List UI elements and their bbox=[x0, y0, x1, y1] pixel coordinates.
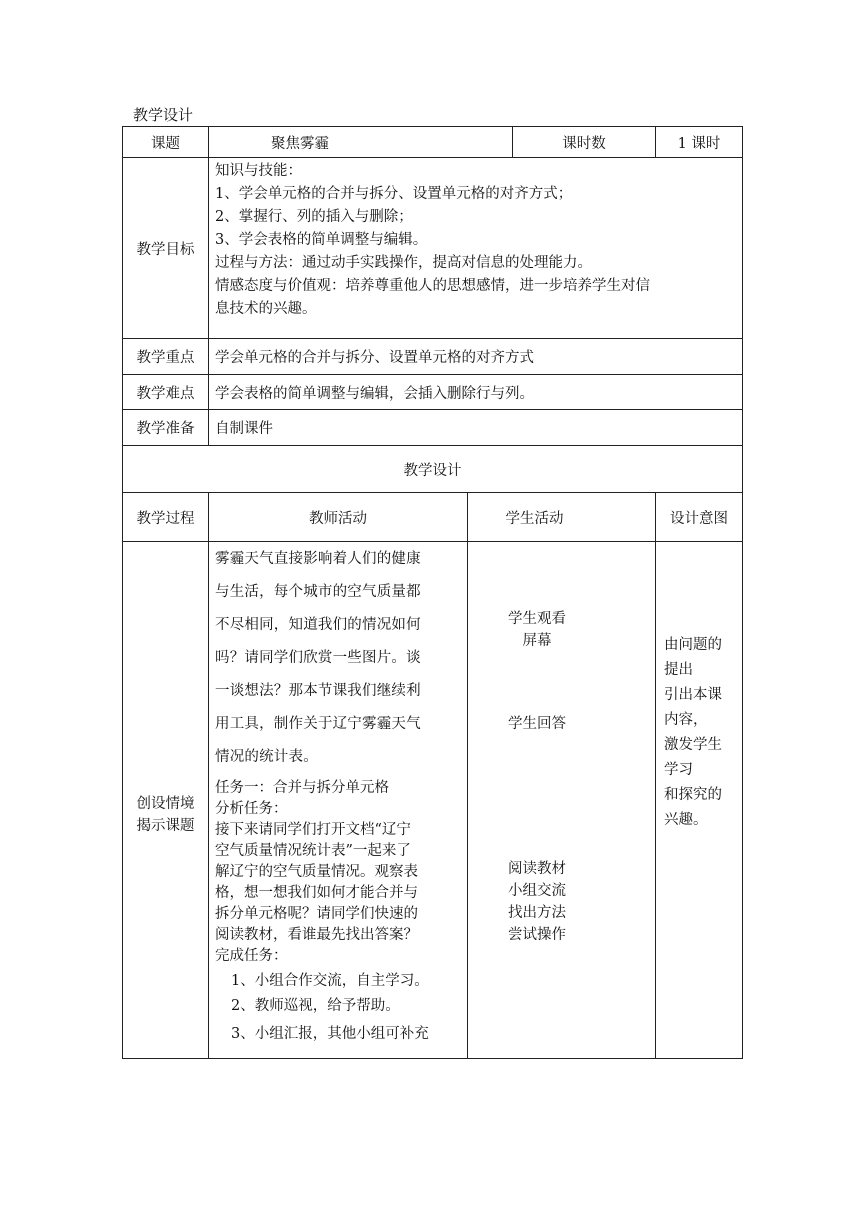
objective-line: 情感态度与价值观：培养尊重他人的思想感情，进一步培养学生对信 bbox=[215, 278, 650, 294]
teacher-line: 情况的统计表。 bbox=[215, 749, 318, 765]
teacher-line: 用工具，制作关于辽宁雾霾天气 bbox=[215, 716, 421, 732]
key-points-label: 教学重点 bbox=[123, 339, 209, 375]
preparation-text: 自制课件 bbox=[209, 410, 743, 446]
hours-value: 1 课时 bbox=[656, 127, 743, 158]
teacher-line: 解辽宁的空气质量情况。观察表 bbox=[215, 864, 418, 880]
teacher-line: 拆分单元格呢？请同学们快速的 bbox=[215, 906, 418, 922]
teacher-line: 完成任务： bbox=[215, 948, 288, 964]
student-line: 屏幕 bbox=[522, 633, 552, 649]
objectives-content bbox=[209, 158, 743, 339]
student-line: 学生回答 bbox=[508, 716, 566, 732]
teacher-step: 1、小组合作交流，自主学习。 bbox=[231, 973, 429, 989]
student-line: 小组交流 bbox=[508, 883, 566, 899]
key-points-text: 学会单元格的合并与拆分、设置单元格的对齐方式 bbox=[209, 339, 743, 375]
difficulties-row bbox=[123, 375, 743, 410]
page-title: 教学设计 bbox=[133, 106, 194, 124]
student-line: 学生观看 bbox=[508, 611, 566, 627]
teacher-line: 雾霾天气直接影响着人们的健康 bbox=[215, 551, 421, 567]
difficulties-text: 学会表格的简单调整与编辑，会插入删除行与列。 bbox=[209, 375, 743, 410]
teacher-line: 不尽相同，知道我们的情况如何 bbox=[215, 617, 421, 633]
label-topic: 课题 bbox=[123, 127, 209, 158]
stage-name-line: 创设情境 bbox=[136, 796, 195, 812]
teacher-line: 接下来请同学们打开文档“辽宁 bbox=[215, 822, 411, 838]
teacher-line: 格，想一想我们如何才能合并与 bbox=[215, 885, 418, 901]
teacher-line: 吗？请同学们欣赏一些图片。谈 bbox=[215, 650, 421, 666]
teacher-line: 空气质量情况统计表”一起来了 bbox=[215, 843, 411, 859]
objective-line: 2、掌握行、列的插入与删除； bbox=[215, 209, 413, 225]
teacher-step: 2、教师巡视，给予帮助。 bbox=[231, 998, 400, 1014]
col-process: 教学过程 bbox=[123, 493, 209, 542]
design-intent bbox=[656, 542, 743, 1059]
preparation-row bbox=[123, 410, 743, 446]
intent-line: 引出本课内容， bbox=[664, 687, 722, 728]
design-heading-row bbox=[123, 446, 743, 493]
teacher-line: 一谈想法？那本节课我们继续利 bbox=[215, 683, 421, 699]
col-intent: 设计意图 bbox=[656, 493, 743, 542]
teacher-step: 3、小组汇报，其他小组可补充 bbox=[231, 1026, 429, 1042]
col-student: 学生活动 bbox=[468, 493, 656, 542]
col-teacher: 教师活动 bbox=[209, 493, 468, 542]
objective-line: 息技术的兴趣。 bbox=[215, 301, 317, 317]
preparation-label: 教学准备 bbox=[123, 410, 209, 446]
stage-name bbox=[123, 542, 209, 1059]
objective-line: 1、学会单元格的合并与拆分、设置单元格的对齐方式； bbox=[215, 186, 573, 202]
teacher-line: 与生活，每个城市的空气质量都 bbox=[215, 584, 421, 600]
key-points-row bbox=[123, 339, 743, 375]
teacher-activity bbox=[209, 542, 468, 1059]
difficulties-label: 教学难点 bbox=[123, 375, 209, 410]
objective-line: 3、学会表格的简单调整与编辑。 bbox=[215, 232, 428, 248]
objective-line: 知识与技能： bbox=[215, 163, 302, 179]
intent-line: 激发学生学习 bbox=[664, 737, 722, 778]
objective-line: 过程与方法：通过动手实践操作，提高对信息的处理能力。 bbox=[215, 255, 592, 271]
stage-row bbox=[123, 542, 743, 1059]
objectives-row bbox=[123, 158, 743, 339]
stage-name-line: 揭示课题 bbox=[136, 818, 195, 834]
teacher-line: 分析任务： bbox=[215, 801, 288, 817]
student-activity bbox=[468, 542, 656, 1059]
intent-line: 和探究的兴趣。 bbox=[664, 787, 722, 828]
student-line: 找出方法 bbox=[508, 905, 566, 921]
student-line: 尝试操作 bbox=[508, 927, 566, 943]
teacher-line: 阅读教材，看谁最先找出答案？ bbox=[215, 927, 418, 943]
intent-line: 由问题的提出 bbox=[664, 637, 722, 678]
label-hours: 课时数 bbox=[513, 127, 656, 158]
topic-value: 聚焦雾霾 bbox=[209, 127, 513, 158]
design-heading: 教学设计 bbox=[123, 446, 743, 493]
header-row bbox=[123, 127, 743, 158]
objectives-label: 教学目标 bbox=[123, 158, 209, 339]
lesson-plan-table bbox=[122, 126, 743, 1059]
student-line: 阅读教材 bbox=[508, 861, 566, 877]
columns-row bbox=[123, 493, 743, 542]
teacher-line: 任务一：合并与拆分单元格 bbox=[215, 780, 389, 796]
